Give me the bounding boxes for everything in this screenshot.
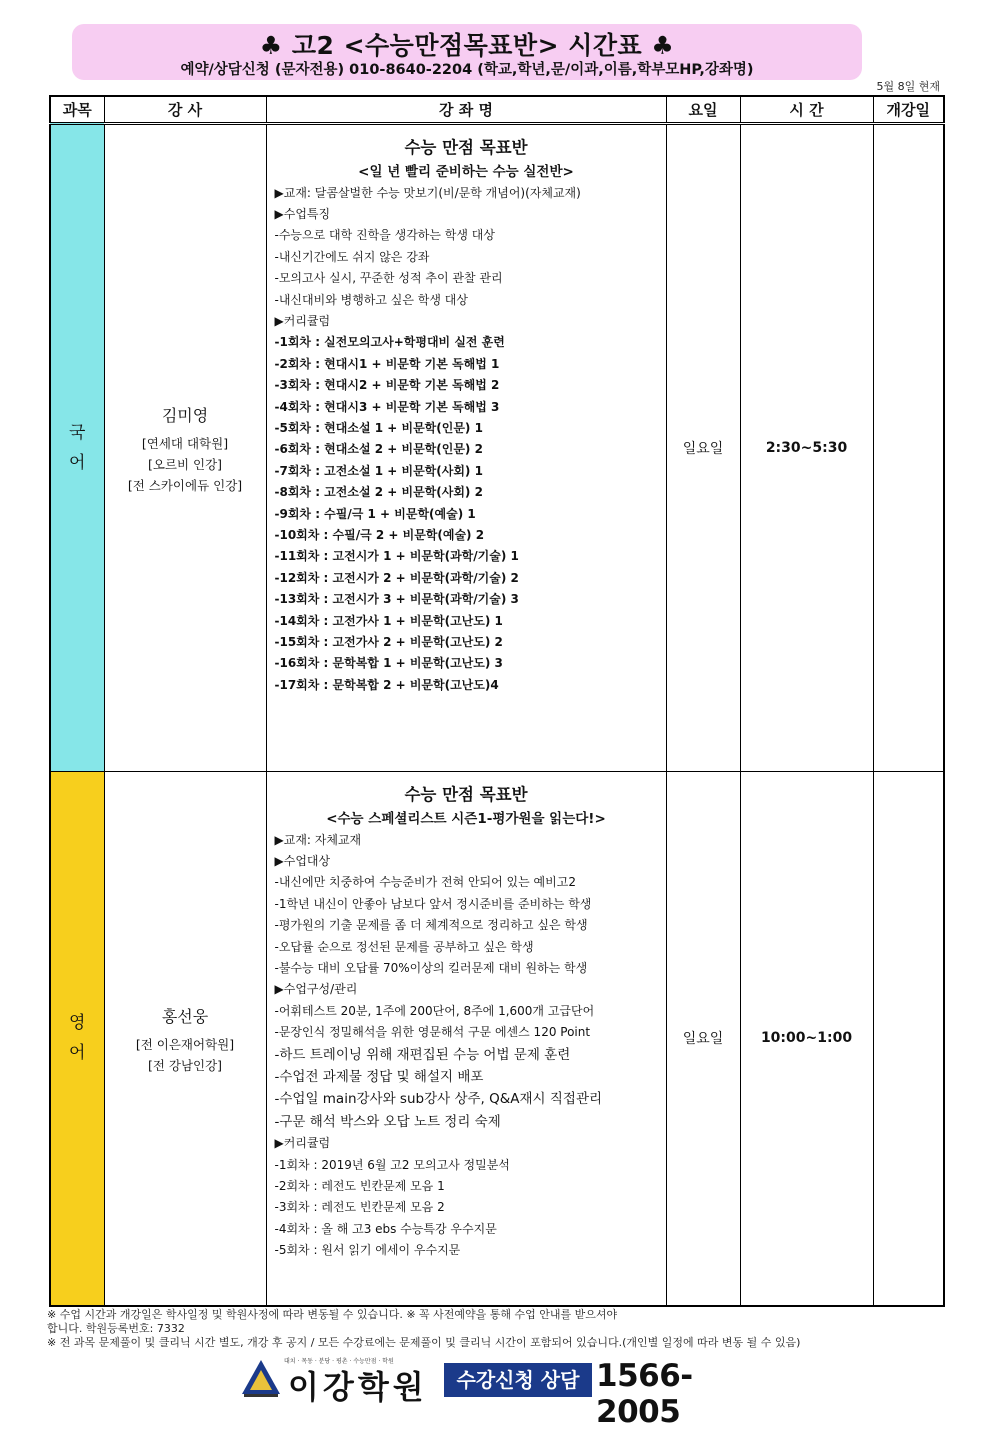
col-subject: 과목 — [50, 96, 104, 123]
course-line: -11회차 : 고전시가 1 + 비문학(과학/기술) 1 — [274, 549, 519, 564]
teacher-note: [전 이은재어학원] — [135, 1037, 235, 1053]
enroll-consult-button[interactable]: 수강신청 상담 — [444, 1363, 592, 1397]
course-line: -1학년 내신이 안좋아 남보다 앞서 정시준비를 준비하는 학생 — [274, 896, 592, 911]
course-line: -17회차 : 문학복합 2 + 비문학(고난도)4 — [274, 677, 499, 692]
time-cell: 2:30~5:30 — [740, 123, 873, 771]
course-line: -모의고사 실시, 꾸준한 성적 추이 관찰 관리 — [274, 271, 503, 286]
teacher-name: 홍선웅 — [161, 1007, 209, 1027]
course-line: ▶교재: 자체교재 — [274, 832, 362, 847]
footnote: 합니다. 학원등록번호: 7332 — [47, 1322, 185, 1335]
table-row — [50, 771, 944, 1306]
col-time: 시 간 — [740, 96, 873, 123]
course-line: ▶커리큘럼 — [274, 1136, 331, 1151]
course-line: -6회차 : 현대소설 2 + 비문학(인문) 2 — [274, 442, 483, 457]
subject-cell-korean — [50, 123, 104, 771]
col-teacher: 강 사 — [104, 96, 266, 123]
course-line: -10회차 : 수필/극 2 + 비문학(예술) 2 — [274, 528, 485, 542]
time-cell: 10:00~1:00 — [740, 771, 873, 1306]
course-line: -9회차 : 수필/극 1 + 비문학(예술) 1 — [274, 506, 476, 521]
course-line: -문장인식 정밀해석을 위한 영문해석 구문 에센스 120 Point — [274, 1025, 591, 1040]
course-line: -3회차 : 레전도 빈칸문제 모음 2 — [274, 1200, 445, 1215]
course-line: -3회차 : 현대시2 + 비문학 기본 독해법 2 — [274, 378, 500, 393]
course-line: -2회차 : 레전도 빈칸문제 모음 1 — [274, 1179, 445, 1193]
course-line: -수업전 과제물 정답 및 해설지 배포 — [274, 1068, 484, 1085]
schedule-table — [49, 95, 945, 1307]
course-line: -오답률 순으로 정선된 문제를 공부하고 싶은 학생 — [274, 939, 534, 954]
course-line: -수업일 main강사와 sub강사 상주, Q&A재시 직접관리 — [274, 1091, 603, 1108]
teacher-note: [전 강남인강] — [147, 1058, 223, 1074]
course-line: ▶수업대상 — [274, 853, 331, 868]
course-cell — [266, 771, 666, 1306]
table-row — [50, 123, 944, 771]
subject-char: 어 — [69, 452, 86, 473]
footnote: ※ 전 과목 문제풀이 및 클리닉 시간 별도, 개강 후 공지 / 모든 수강료에는 문제풀이 및 클리닉 시간이 포함되어 있습니다.(개인별 일정에 따라 변동 될 수 있음) — [47, 1336, 801, 1349]
course-line: -5회차 : 현대소설 1 + 비문학(인문) 1 — [274, 420, 483, 435]
academy-logo-icon — [240, 1358, 282, 1398]
day-cell: 일요일 — [666, 123, 740, 771]
course-line: -하드 트레이닝 위해 재편집된 수능 어법 문제 훈련 — [274, 1046, 571, 1063]
teacher-cell — [104, 123, 266, 771]
course-line: -7회차 : 고전소설 1 + 비문학(사회) 1 — [274, 463, 483, 478]
col-start-date: 개강일 — [873, 96, 944, 123]
course-line: -15회차 : 고전가사 2 + 비문학(고난도) 2 — [274, 635, 503, 650]
course-line: -어휘테스트 20분, 1주에 200단어, 8주에 1,600개 고급단어 — [274, 1003, 595, 1018]
subject-char: 국 — [69, 422, 86, 443]
academy-tagline: 대치 · 목동 · 분당 · 평촌 · 수능만점 · 학원 — [284, 1358, 394, 1365]
course-line: -8회차 : 고전소설 2 + 비문학(사회) 2 — [274, 485, 483, 500]
course-subtitle: <일 년 빨리 준비하는 수능 실전반> — [358, 163, 574, 180]
col-course: 강 좌 명 — [266, 96, 666, 123]
course-title: 수능 만점 목표반 — [404, 784, 528, 804]
course-line: ▶수업구성/관리 — [274, 982, 358, 997]
course-line: -1회차 : 실전모의고사+학평대비 실전 훈련 — [274, 335, 505, 350]
course-line: -1회차 : 2019년 6월 고2 모의고사 정밀분석 — [274, 1157, 510, 1172]
course-line: ▶수업특징 — [274, 206, 331, 221]
subject-cell-english — [50, 771, 104, 1306]
teacher-note: [연세대 대학원] — [141, 436, 229, 451]
course-line: ▶교재: 달콤살벌한 수능 맛보기(비/문학 개념어)(자체교재) — [274, 185, 581, 200]
course-subtitle: <수능 스페셜리스트 시즌1-평가원을 읽는다!> — [326, 810, 606, 827]
course-line: -불수능 대비 오답률 70%이상의 킬러문제 대비 원하는 학생 — [274, 960, 588, 975]
start-date-cell — [873, 771, 944, 1306]
course-line: -평가원의 기출 문제를 좀 더 체계적으로 정리하고 싶은 학생 — [274, 918, 588, 933]
teacher-note: [전 스카이에듀 인강] — [127, 478, 243, 493]
col-day: 요일 — [666, 96, 740, 123]
course-line: -2회차 : 현대시1 + 비문학 기본 독해법 1 — [274, 356, 500, 371]
course-line: -수능으로 대학 진학을 생각하는 학생 대상 — [274, 228, 495, 243]
academy-name: 이강학원 — [288, 1368, 428, 1406]
day-cell: 일요일 — [666, 771, 740, 1306]
teacher-note: [오르비 인강] — [147, 457, 223, 472]
subject-char: 영 — [69, 1013, 86, 1034]
course-line: -12회차 : 고전시가 2 + 비문학(과학/기술) 2 — [274, 570, 519, 585]
course-cell — [266, 123, 666, 771]
teacher-name: 김미영 — [161, 406, 209, 425]
course-line: -구문 해석 박스와 오답 노트 정리 숙제 — [274, 1113, 501, 1130]
course-line: -내신기간에도 쉬지 않은 강좌 — [274, 249, 430, 264]
course-line: -내신에만 치중하여 수능준비가 전혀 안되어 있는 예비고2 — [274, 875, 576, 890]
course-line: -13회차 : 고전시가 3 + 비문학(과학/기술) 3 — [274, 592, 519, 607]
start-date-cell — [873, 123, 944, 771]
footnote: ※ 수업 시간과 개강일은 학사일정 및 학원사정에 따라 변동될 수 있습니다. ※ 꼭 사전예약을 통해 수업 안내를 받으셔야 — [47, 1308, 618, 1321]
course-line: -4회차 : 올 해 고3 ebs 수능특강 우수지문 — [274, 1221, 497, 1236]
page-title: ♣ 고2 <수능만점목표반> 시간표 ♣ — [259, 31, 675, 60]
course-line: -4회차 : 현대시3 + 비문학 기본 독해법 3 — [274, 399, 500, 414]
teacher-cell — [104, 771, 266, 1306]
course-line: -14회차 : 고전가사 1 + 비문학(고난도) 1 — [274, 613, 503, 628]
phone-number[interactable]: 1566-2005 — [596, 1358, 693, 1430]
course-line: -내신대비와 병행하고 싶은 학생 대상 — [274, 292, 468, 307]
course-line: -16회차 : 문학복합 1 + 비문학(고난도) 3 — [274, 656, 503, 671]
contact-subtitle: 예약/상담신청 (문자전용) 010-8640-2204 (학교,학년,문/이과,이름,학부모HP,강좌명) — [180, 62, 754, 78]
course-line: ▶커리큘럼 — [274, 313, 331, 328]
subject-char: 어 — [69, 1043, 86, 1064]
table-header-row — [50, 96, 944, 123]
footer-logo-area — [240, 1356, 760, 1430]
course-title: 수능 만점 목표반 — [404, 137, 528, 157]
header-banner — [72, 24, 862, 80]
date-note: 5월 8일 현재 — [876, 80, 940, 93]
course-line: -5회차 : 원서 읽기 에세이 우수지문 — [274, 1243, 461, 1258]
